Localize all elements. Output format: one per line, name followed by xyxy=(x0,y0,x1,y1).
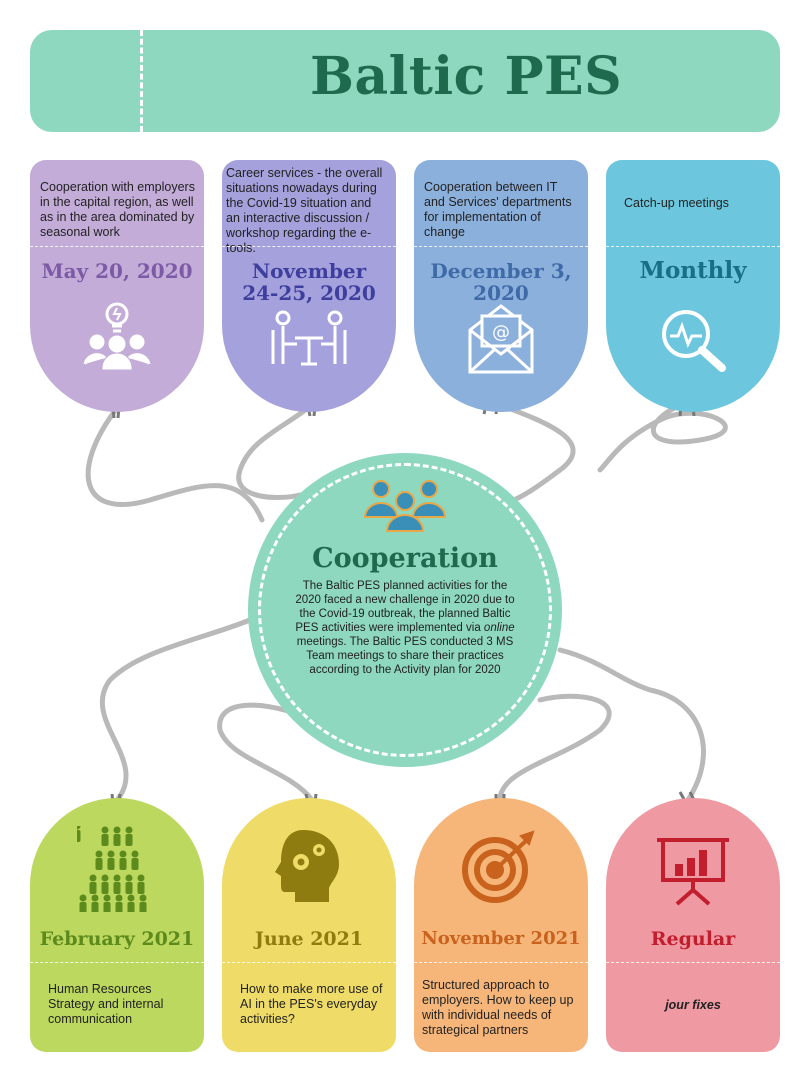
tag-divider xyxy=(414,246,588,247)
tag-date: Monthly xyxy=(639,257,747,284)
tag-nov-2020 xyxy=(222,160,396,412)
tag-description: Structured approach to employers. How to keep up with individual needs of strategical partners xyxy=(422,978,574,1037)
center-title: Cooperation xyxy=(312,543,498,574)
tag-description: Career services - the overall situations nowadays during the Covid-19 situation and an interactive discussion / workshop regarding the e-tools. xyxy=(226,166,383,255)
tag-date: November 24-25, 2020 xyxy=(242,259,376,305)
tag-divider xyxy=(30,962,204,963)
email-envelope-icon xyxy=(466,302,536,379)
tag-feb-2021 xyxy=(30,798,204,1052)
head-gears-icon xyxy=(273,828,345,909)
tag-divider xyxy=(30,246,204,247)
tag-date: June 2021 xyxy=(254,928,364,950)
tag-description: Catch-up meetings xyxy=(624,196,729,210)
tag-description: Cooperation between IT and Services' departments for implementation of change xyxy=(424,180,572,239)
tag-date: December 3, 2020 xyxy=(430,259,572,305)
tag-description: How to make more use of AI in the PES's everyday activities? xyxy=(240,982,383,1026)
center-text-part: meetings. The Baltic PES conducted 3 MS Team meetings to share their practices according to the Activity plan for 2020 xyxy=(296,636,514,676)
tag-date: Regular xyxy=(650,928,736,950)
tag-monthly xyxy=(606,160,780,412)
target-arrow-icon xyxy=(461,830,541,909)
tag-regular xyxy=(606,798,780,1052)
center-text-part: The Baltic PES planned activities for the 2020 faced a new challenge in 2020 due to the Covid-19 outbreak, the planned Baltic PES activities were implemented via xyxy=(295,580,515,634)
meeting-table-icon xyxy=(267,310,351,371)
page-title: Baltic PES xyxy=(310,46,623,107)
svg-text:@: @ xyxy=(492,322,510,343)
people-pyramid-icon xyxy=(77,826,157,917)
tag-dec-2020 xyxy=(414,160,588,412)
tag-divider xyxy=(414,962,588,963)
tag-divider xyxy=(222,962,396,963)
string-monthly xyxy=(600,402,725,470)
tag-date: February 2021 xyxy=(39,928,195,950)
center-text xyxy=(294,579,516,677)
tag-divider xyxy=(606,962,780,963)
string-nov-2020 xyxy=(239,405,312,497)
tag-date: November 2021 xyxy=(421,928,581,949)
idea-team-icon xyxy=(77,300,157,375)
cooperation-circle xyxy=(248,453,562,767)
center-text-italic: online xyxy=(483,622,515,634)
tag-description: Cooperation with employers in the capital region, as well as in the area dominated by seasonal work xyxy=(40,180,195,239)
people-group-icon xyxy=(361,479,449,538)
string-may-2020 xyxy=(88,408,262,520)
tag-description: Human Resources Strategy and internal communication xyxy=(48,982,164,1026)
string-regular xyxy=(560,650,703,800)
presentation-chart-icon xyxy=(655,834,731,911)
tag-nov-2021 xyxy=(414,798,588,1052)
tag-jun-2021 xyxy=(222,798,396,1052)
tag-date: May 20, 2020 xyxy=(41,259,193,283)
tag-divider xyxy=(606,246,780,247)
magnifier-pulse-icon xyxy=(658,306,728,377)
tag-may-2020 xyxy=(30,160,204,412)
tag-description: jour fixes xyxy=(665,998,721,1012)
tag-divider xyxy=(222,246,396,247)
